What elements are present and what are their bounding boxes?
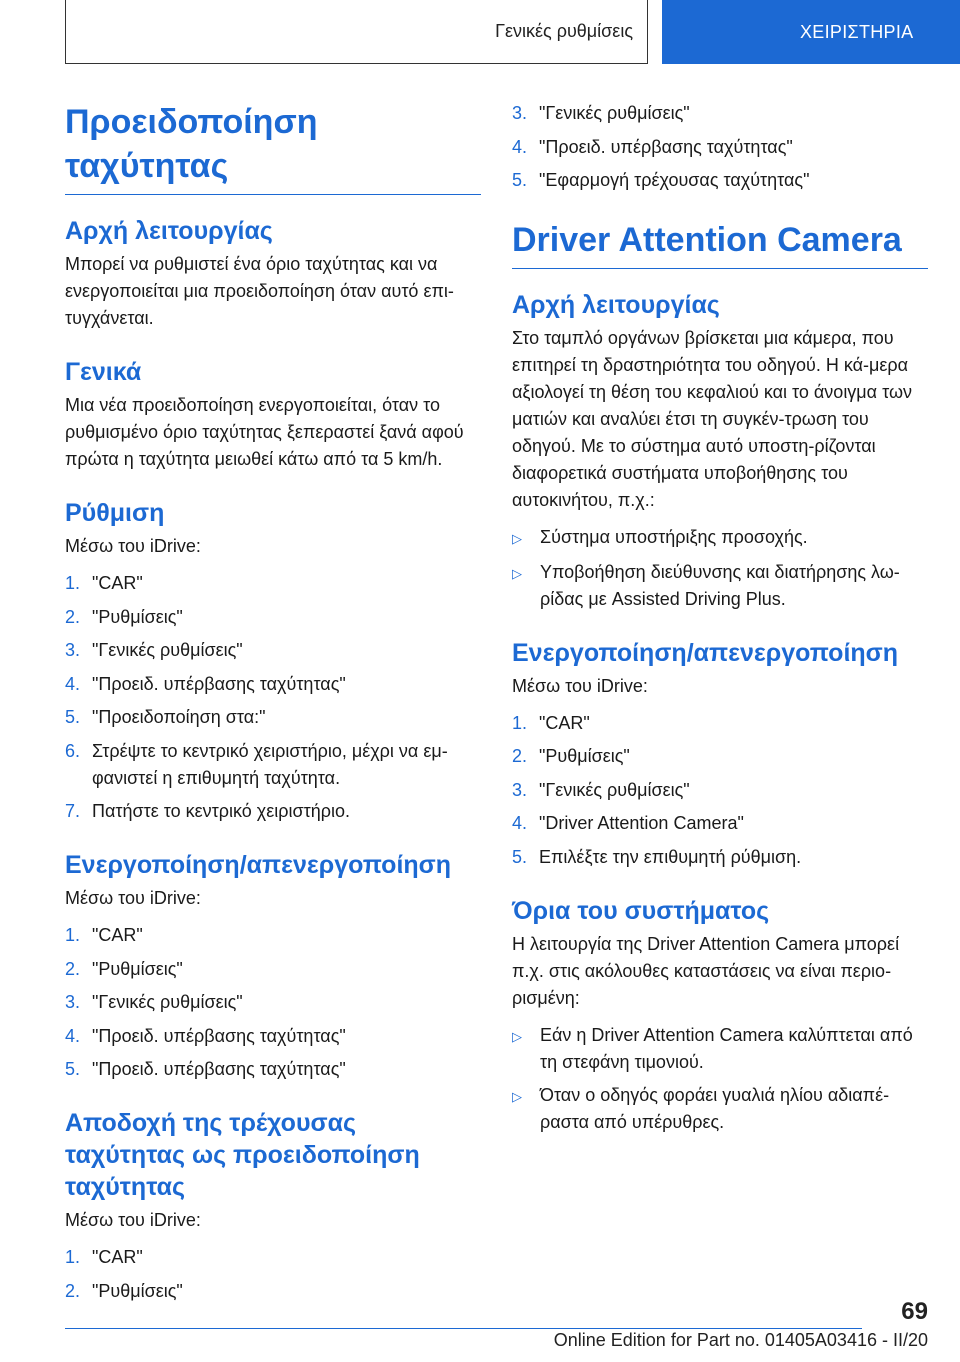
section-heading: Ενεργοποίηση/απενεργοποίηση bbox=[512, 638, 899, 667]
list-item bbox=[65, 637, 481, 664]
list-number: 2. bbox=[65, 958, 81, 979]
left-column bbox=[65, 100, 481, 1315]
list-text: "Προειδοποίηση στα:" bbox=[92, 707, 266, 727]
section-text: Μια νέα προειδοποίηση ενεργοποιείται, όταν το ρυθμισμένο όριο ταχύτητας ξεπεραστεί ξανά αφού πρώτα η ταχύτητα μειωθεί κάτω από τα 5 km/h. bbox=[65, 395, 464, 469]
section-heading: Ενεργοποίηση/απενεργοποίηση bbox=[65, 851, 452, 879]
section-heading: Αρχή λειτουργίας bbox=[512, 291, 720, 319]
bullet-list bbox=[512, 524, 928, 613]
list-item bbox=[65, 798, 481, 825]
list-text: "Προειδ. υπέρβασης ταχύτητας" bbox=[92, 1059, 346, 1079]
list-item bbox=[512, 810, 928, 837]
list-number: 5. bbox=[512, 846, 528, 867]
list-text: "CAR" bbox=[539, 712, 590, 733]
list-item bbox=[65, 922, 481, 949]
triangle-bullet-icon: ▷ bbox=[512, 531, 522, 546]
list-text: "Προειδ. υπέρβασης ταχύτητας" bbox=[92, 673, 346, 694]
list-item bbox=[65, 604, 481, 631]
numbered-list-continued bbox=[512, 100, 928, 194]
section-intro: Μέσω του iDrive: bbox=[65, 888, 201, 908]
list-number: 2. bbox=[65, 1280, 81, 1301]
section-intro: Μέσω του iDrive: bbox=[65, 536, 201, 556]
list-item bbox=[512, 559, 928, 613]
triangle-bullet-icon: ▷ bbox=[512, 1089, 522, 1104]
list-number: 3. bbox=[512, 103, 528, 123]
list-item bbox=[65, 1278, 481, 1305]
list-number: 1. bbox=[65, 573, 81, 593]
list-text: "CAR" bbox=[92, 573, 143, 593]
triangle-bullet-icon: ▷ bbox=[512, 1028, 522, 1044]
header-section-box bbox=[65, 0, 648, 64]
list-number: 5. bbox=[65, 1059, 81, 1079]
list-item bbox=[65, 671, 481, 698]
numbered-list bbox=[512, 710, 928, 871]
list-item bbox=[512, 844, 928, 871]
list-text: Πατήστε το κεντρικό χειριστήριο. bbox=[92, 801, 350, 821]
list-number: 1. bbox=[65, 1247, 81, 1267]
numbered-list bbox=[65, 570, 481, 825]
list-item bbox=[512, 1082, 928, 1136]
list-text: Όταν ο οδηγός φοράει γυαλιά ηλίου αδιαπέ‐ραστα από υπέρυθρες. bbox=[540, 1085, 890, 1132]
list-number: 1. bbox=[65, 925, 81, 945]
header-section-title: Γενικές ρυθμίσεις bbox=[495, 21, 633, 41]
footer-divider bbox=[65, 1328, 862, 1329]
list-item bbox=[65, 1056, 481, 1083]
numbered-list bbox=[65, 1244, 481, 1305]
header-chapter-title: ΧΕΙΡΙΣΤΗΡΙΑ bbox=[800, 21, 914, 42]
list-text: "CAR" bbox=[92, 1247, 143, 1267]
list-text: "Γενικές ρυθμίσεις" bbox=[92, 640, 243, 660]
list-text: "Driver Attention Camera" bbox=[539, 813, 744, 833]
list-text: "Γενικές ρυθμίσεις" bbox=[539, 103, 690, 123]
list-item bbox=[512, 777, 928, 804]
list-text: Στρέψτε το κεντρικό χειριστήριο, μέχρι να εμ‐φανιστεί η επιθυμητή ταχύτητα. bbox=[92, 740, 448, 788]
list-number: 5. bbox=[512, 170, 528, 190]
footer-edition: Online Edition for Part no. 01405A03416 - II/20 bbox=[553, 1330, 928, 1350]
list-text: Επιλέξτε την επιθυμητή ρύθμιση. bbox=[539, 846, 802, 867]
bullet-list bbox=[512, 1022, 928, 1137]
section-heading: Όρια του συστήματος bbox=[512, 896, 770, 925]
list-number: 3. bbox=[65, 992, 81, 1012]
section-heading: Αρχή λειτουργίας bbox=[65, 217, 273, 245]
header-chapter-tab bbox=[662, 0, 960, 64]
list-number: 2. bbox=[65, 606, 81, 627]
section-heading: Αποδοχή της τρέχουσας ταχύτητας ως προειδοποίηση ταχύτητας bbox=[65, 1109, 420, 1201]
list-text: "Εφαρμογή τρέχουσας ταχύτητας" bbox=[539, 170, 810, 190]
list-number: 3. bbox=[65, 640, 81, 660]
list-item bbox=[65, 1244, 481, 1271]
list-item bbox=[65, 1023, 481, 1050]
list-number: 5. bbox=[65, 707, 81, 727]
section-heading: Ρύθμιση bbox=[65, 499, 165, 527]
list-number: 4. bbox=[512, 136, 528, 157]
list-text: Εάν η Driver Attention Camera καλύπτεται από τη στεφάνη τιμονιού. bbox=[540, 1024, 913, 1072]
page-number: 69 bbox=[901, 1298, 928, 1325]
list-item bbox=[512, 743, 928, 770]
list-number: 4. bbox=[65, 1025, 81, 1046]
list-item bbox=[65, 704, 481, 731]
page-title: Προειδοποίηση ταχύτητας bbox=[65, 100, 481, 195]
list-text: "Προειδ. υπέρβασης ταχύτητας" bbox=[539, 136, 793, 157]
list-number: 1. bbox=[512, 712, 528, 733]
triangle-bullet-icon: ▷ bbox=[512, 565, 522, 581]
list-item bbox=[512, 100, 928, 127]
section-heading: Γενικά bbox=[65, 358, 142, 386]
list-text: Υποβοήθηση διεύθυνσης και διατήρησης λω‐ρίδας με Assisted Driving Plus. bbox=[540, 561, 900, 609]
section-text: Η λειτουργία της Driver Attention Camera μπορεί π.χ. στις ακόλουθες καταστάσεις να είναι περιο‐ρισμένη: bbox=[512, 933, 900, 1008]
list-text: "Προειδ. υπέρβασης ταχύτητας" bbox=[92, 1025, 346, 1046]
list-text: "Γενικές ρυθμίσεις" bbox=[539, 779, 690, 800]
section-intro: Μέσω του iDrive: bbox=[512, 675, 648, 696]
list-item bbox=[512, 134, 928, 161]
list-item bbox=[65, 570, 481, 597]
list-number: 2. bbox=[512, 746, 528, 766]
section-text: Μπορεί να ρυθμιστεί ένα όριο ταχύτητας και να ενεργοποιείται μια προειδοποίηση όταν αυτό επι‐τυγχάνεται. bbox=[65, 254, 454, 328]
list-number: 7. bbox=[65, 801, 81, 821]
list-item bbox=[65, 989, 481, 1016]
page-title: Driver Attention Camera bbox=[512, 218, 928, 269]
list-text: "CAR" bbox=[92, 925, 143, 945]
list-text: "Ρυθμίσεις" bbox=[92, 606, 183, 627]
list-item bbox=[512, 524, 928, 552]
list-text: Σύστημα υποστήριξης προσοχής. bbox=[540, 527, 808, 547]
list-text: "Ρυθμίσεις" bbox=[539, 746, 630, 766]
list-item bbox=[65, 738, 481, 792]
numbered-list bbox=[65, 922, 481, 1083]
list-text: "Ρυθμίσεις" bbox=[92, 1280, 183, 1301]
list-number: 4. bbox=[65, 673, 81, 694]
section-intro: Μέσω του iDrive: bbox=[65, 1210, 201, 1230]
list-number: 3. bbox=[512, 779, 528, 800]
list-number: 6. bbox=[65, 740, 81, 761]
right-column bbox=[512, 100, 928, 1146]
list-number: 4. bbox=[512, 813, 528, 833]
list-item bbox=[512, 710, 928, 737]
list-item bbox=[65, 956, 481, 983]
list-text: "Ρυθμίσεις" bbox=[92, 958, 183, 979]
list-text: "Γενικές ρυθμίσεις" bbox=[92, 992, 243, 1012]
list-item bbox=[512, 1022, 928, 1076]
list-item bbox=[512, 167, 928, 194]
section-text: Στο ταμπλό οργάνων βρίσκεται μια κάμερα, που επιτηρεί τη δραστηριότητα του οδηγού. Η κά‐μερα αξιολογεί τη θέση του κεφαλιού και το άνοιγμα των ματιών και αναλύει έτσι τη συγκέν‐τρωση του οδηγού. Με το σύστημα αυτό υποστη‐ρίζονται διαφορετικά συστήματα υποβοήθησης του αυτοκινήτου, π.χ.: bbox=[512, 328, 912, 510]
